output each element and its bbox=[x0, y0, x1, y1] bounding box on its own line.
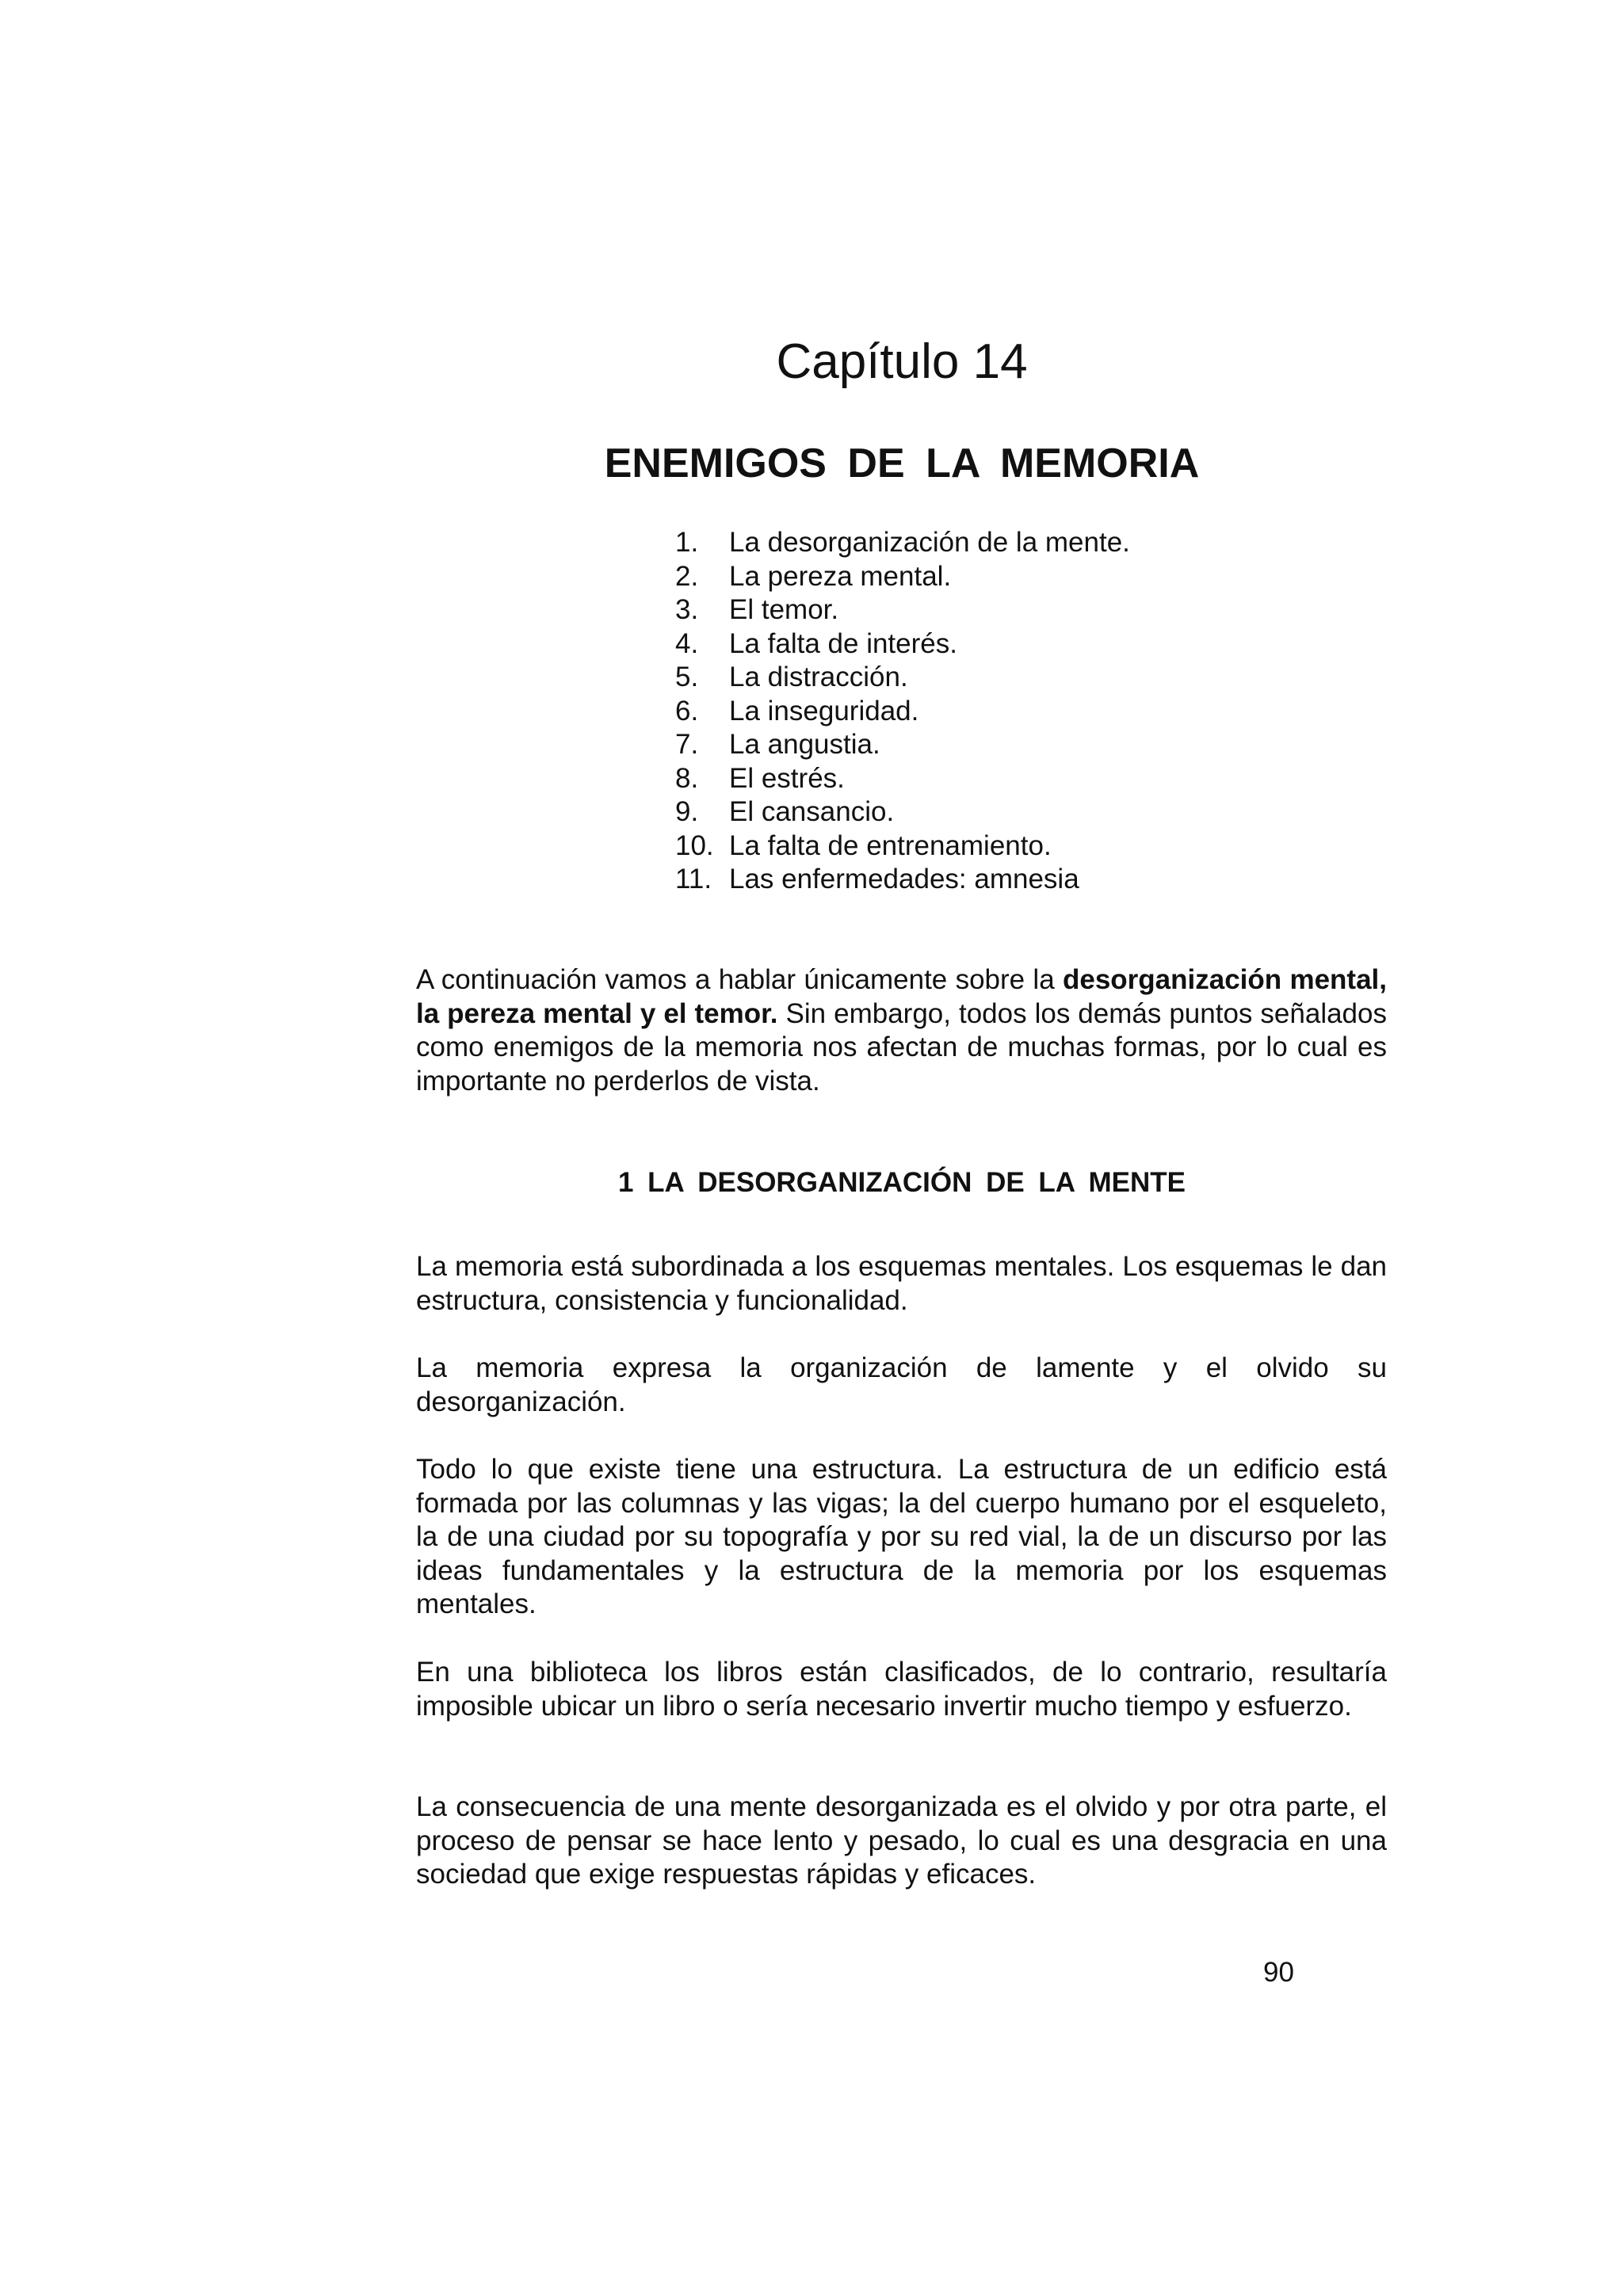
list-item-text: El temor. bbox=[729, 594, 839, 625]
body-paragraph: Todo lo que existe tiene una estructura. La estructura de un edificio está formada por las columnas y las vigas; la del cuerpo humano por el esqueleto, la de una ciudad por su topografía y por su red vial, la de un discurso por las ideas fundamentales y la estructura de la memoria por los esquemas mentales. bbox=[416, 1454, 1387, 1619]
list-item-text: La falta de entrenamiento. bbox=[729, 830, 1052, 861]
list-item-number: 2. bbox=[675, 560, 699, 592]
list-item-text: Las enfermedades: amnesia bbox=[729, 864, 1079, 894]
intro-text-bold: desorganización mental, la pereza mental y el temor. bbox=[416, 964, 1387, 1029]
list-item-number: 9. bbox=[675, 796, 699, 827]
body-paragraph: La memoria expresa la organización de lamente y el olvido su desorganización. bbox=[416, 1352, 1387, 1417]
body-paragraph: En una biblioteca los libros están clasificados, de lo contrario, resultaría imposible ubicar un libro o sería necesario invertir mucho tiempo y esfuerzo. bbox=[416, 1657, 1387, 1722]
list-item bbox=[675, 627, 1130, 662]
list-item-text: La inseguridad. bbox=[729, 695, 919, 727]
list-item-number: 6. bbox=[675, 695, 699, 727]
chapter-label: Capítulo 14 bbox=[776, 334, 1028, 389]
intro-text-end: Sin embargo, todos los demás puntos señalados como enemigos de la memoria nos afectan de muchas formas, por lo cual es importante no perderlos de vista. bbox=[416, 997, 1387, 1097]
list-item-text: La falta de interés. bbox=[729, 627, 957, 659]
list-item-number: 10. bbox=[675, 830, 714, 861]
list-item-number: 5. bbox=[675, 662, 699, 692]
chapter-title: ENEMIGOS DE LA MEMORIA bbox=[604, 441, 1200, 486]
list-item-number: 4. bbox=[675, 627, 699, 659]
intro-paragraph bbox=[416, 963, 1387, 1098]
list-item bbox=[675, 593, 1130, 627]
body-paragraph: La consecuencia de una mente desorganizada es el olvido y por otra parte, el proceso de pensar se hace lento y pesado, lo cual es una desgracia en una sociedad que exige respuestas rápidas y eficaces. bbox=[416, 1791, 1387, 1890]
list-item-text: El cansancio. bbox=[729, 796, 895, 827]
intro-text-start: A continuación vamos a hablar únicamente sobre la bbox=[416, 964, 1063, 995]
page-number: 90 bbox=[1263, 1957, 1294, 1988]
list-item-number: 8. bbox=[675, 762, 699, 794]
list-item bbox=[675, 560, 1130, 594]
list-item bbox=[675, 762, 1130, 796]
list-item-number: 3. bbox=[675, 594, 699, 625]
list-item-text: La desorganización de la mente. bbox=[729, 527, 1130, 558]
list-item bbox=[675, 661, 1130, 695]
body-paragraph: La memoria está subordinada a los esquemas mentales. Los esquemas le dan estructura, consistencia y funcionalidad. bbox=[416, 1251, 1387, 1316]
list-item bbox=[675, 526, 1130, 560]
list-item bbox=[675, 728, 1130, 762]
list-item-number: 1. bbox=[675, 527, 699, 558]
list-item-text: La pereza mental. bbox=[729, 560, 952, 592]
section-heading: 1 LA DESORGANIZACIÓN DE LA MENTE bbox=[617, 1167, 1186, 1198]
list-item bbox=[675, 695, 1130, 729]
list-item-text: El estrés. bbox=[729, 762, 845, 794]
enemies-list bbox=[675, 526, 1130, 897]
list-item-text: La angustia. bbox=[729, 729, 880, 760]
list-item bbox=[675, 830, 1130, 864]
list-item-number: 7. bbox=[675, 729, 699, 760]
list-item bbox=[675, 795, 1130, 830]
list-item bbox=[675, 863, 1130, 897]
list-item-text: La distracción. bbox=[729, 662, 908, 692]
list-item-number: 11. bbox=[675, 864, 712, 894]
